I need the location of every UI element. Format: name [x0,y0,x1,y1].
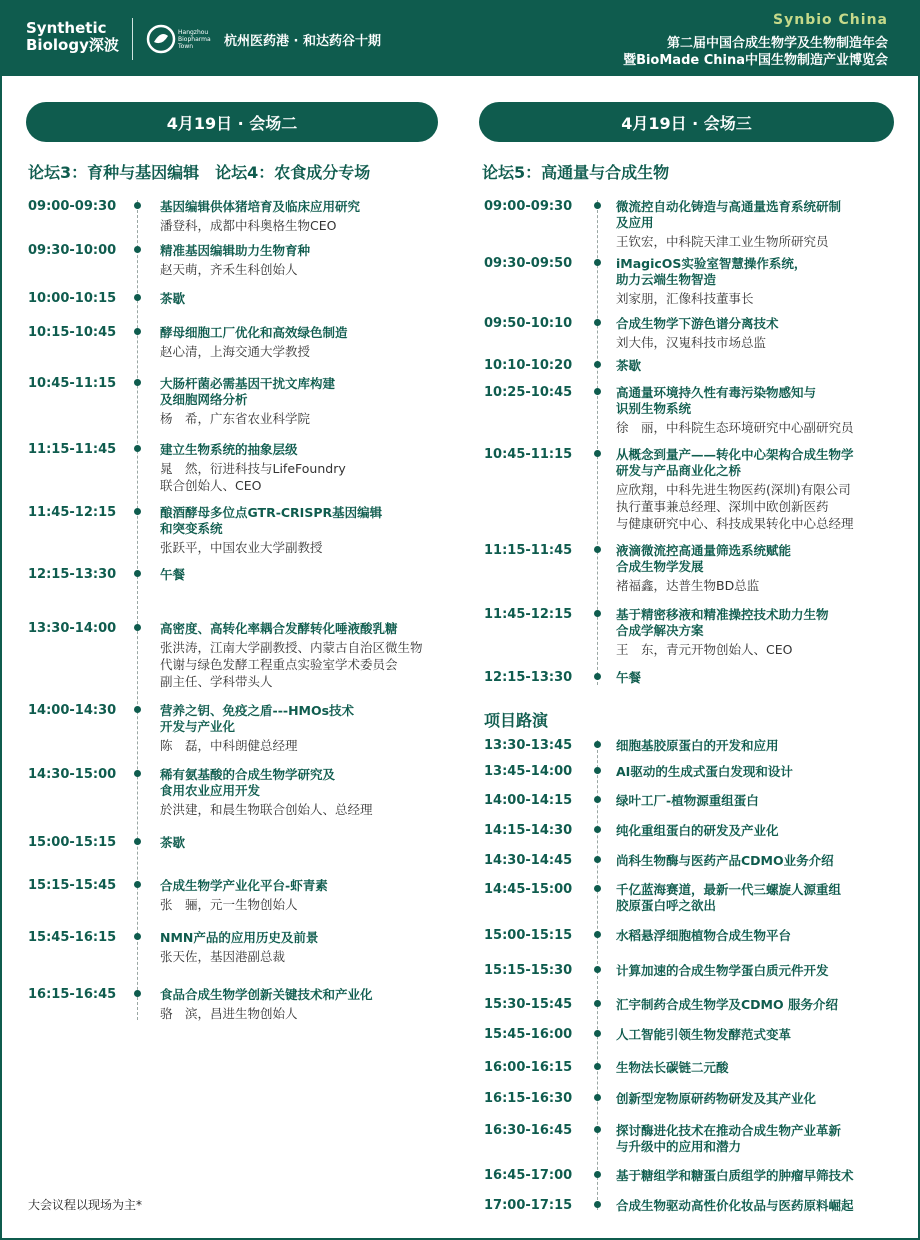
timeline-dot [134,990,141,997]
session-title: 建立生物系统的抽象层级 [160,442,298,457]
session-title: 茶歇 [616,358,642,373]
session-title: 水稻悬浮细胞植物合成生物平台 [616,928,792,943]
session-speaker: 赵心清，上海交通大学教授 [160,344,311,359]
session-time: 15:30-15:45 [484,997,573,1012]
session-time: 09:00-09:30 [28,199,117,214]
session-title: 人工智能引领生物发酵范式变革 [616,1027,792,1042]
session-time: 10:45-11:15 [28,376,117,391]
session-time: 14:00-14:30 [28,703,117,718]
session-title: 创新型宠物原研药物研发及其产业化 [616,1091,817,1106]
hangzhou-small-1: Hangzhou [178,28,209,36]
timeline-dot [594,931,601,938]
session-title: 大肠杆菌必需基因干扰文库构建 及细胞网络分析 [160,376,336,407]
session-title: 液滴微流控高通量筛选系统赋能 合成生物学发展 [616,543,792,574]
session-title: 基于精密移液和精准操控技术助力生物 合成学解决方案 [616,607,829,638]
timeline-dot [594,610,601,617]
timeline-dot [594,202,601,209]
timeline-dot [134,570,141,577]
session-speaker: 杨 希，广东省农业科学院 [160,411,311,426]
session-time: 16:15-16:45 [28,987,117,1002]
timeline-dot [594,388,601,395]
session-title: NMN产品的应用历史及前景 [160,930,319,945]
session-time: 12:15-13:30 [28,567,117,582]
session-time: 10:00-10:15 [28,291,117,306]
session-speaker: 王 东，青元开物创始人、CEO [616,642,793,657]
timeline-dot [594,856,601,863]
hangzhou-text: 杭州医药港 · 和达药谷十期 [224,33,381,49]
timeline-dot [594,1094,601,1101]
session-title: 计算加速的合成生物学蛋白质元件开发 [616,963,829,978]
session-title: 尚科生物酶与医药产品CDMO业务介绍 [616,853,834,868]
session-time: 13:30-14:00 [28,621,117,636]
session-time: 11:15-11:45 [28,442,117,457]
event-title-2: 暨BioMade China中国生物制造产业博览会 [623,53,888,68]
timeline-dot [134,838,141,845]
session-time: 15:00-15:15 [28,835,117,850]
session-time: 14:45-15:00 [484,882,573,897]
session-title: 酵母细胞工厂优化和高效绿色制造 [160,325,348,340]
session-time: 14:15-14:30 [484,823,573,838]
timeline-dot [594,673,601,680]
session-time: 14:30-14:45 [484,853,573,868]
session-time: 17:00-17:15 [484,1198,573,1213]
timeline-dot [134,706,141,713]
logo-line1: Synthetic [26,19,107,37]
synthetic-biology-logo [26,20,119,54]
session-time: 15:15-15:30 [484,963,573,978]
hangzhou-logo [146,24,381,54]
hangzhou-small-2: Biopharma Town [178,35,211,50]
session-title: 午餐 [160,567,186,582]
session-time: 09:50-10:10 [484,316,573,331]
session-time: 11:15-11:45 [484,543,573,558]
session-time: 14:00-14:15 [484,793,573,808]
session-title: 食品合成生物学创新关键技术和产业化 [160,987,373,1002]
timeline-dot [594,1030,601,1037]
session-title: AI驱动的生成式蛋白发现和设计 [616,764,793,779]
session-title: 微流控自动化铸造与高通量选育系统研制 及应用 [616,199,842,230]
timeline-dot [594,319,601,326]
session-title: 汇宇制药合成生物学及CDMO 服务介绍 [616,997,838,1012]
venue-banner-right: 4月19日 · 会场三 [479,102,894,142]
timeline-dot [134,294,141,301]
session-title: 绿叶工厂-植物源重组蛋白 [616,793,759,808]
session-title: 合成生物学下游色谱分离技术 [616,316,779,331]
timeline-dot [594,259,601,266]
session-speaker: 陈 磊，中科朗健总经理 [160,738,298,753]
timeline-dot [134,881,141,888]
session-time: 16:15-16:30 [484,1091,573,1106]
session-time: 09:30-10:00 [28,243,117,258]
session-title: iMagicOS实验室智慧操作系统， 助力云端生物智造 [616,256,807,287]
session-speaker: 於洪建，和晨生物联合创始人、总经理 [160,802,373,817]
session-time: 09:30-09:50 [484,256,573,271]
session-time: 14:30-15:00 [28,767,117,782]
session-title: 千亿蓝海赛道，最新一代三螺旋人源重组 胶原蛋白呼之欲出 [616,882,842,913]
session-title: 合成生物驱动高性价化妆品与医药原料崛起 [616,1198,854,1213]
timeline-line-left [137,200,138,1020]
session-time: 16:00-16:15 [484,1060,573,1075]
timeline-dot [594,546,601,553]
session-title: 高密度、高转化率耦合发酵转化唾液酸乳糖 [160,621,398,636]
session-time: 13:30-13:45 [484,738,573,753]
timeline-dot [134,202,141,209]
frame-left [0,76,2,1240]
session-time: 10:25-10:45 [484,385,573,400]
timeline-dot [594,361,601,368]
session-speaker: 刘家朋，汇像科技董事长 [616,291,754,306]
session-speaker: 晁 然，衍进科技与LifeFoundry 联合创始人、CEO [160,461,346,493]
forum-heading-left: 论坛3：育种与基因编辑 论坛4：农食成分专场 [28,163,371,182]
session-title: 营养之钥、免疫之盾---HMOs技术 开发与产业化 [160,703,355,734]
session-time: 11:45-12:15 [28,505,117,520]
session-title: 酿酒酵母多位点GTR-CRISPR基因编辑 和突变系统 [160,505,383,536]
timeline-dot [594,826,601,833]
session-time: 10:15-10:45 [28,325,117,340]
session-title: 午餐 [616,670,642,685]
session-speaker: 赵天萌，齐禾生科创始人 [160,262,298,277]
session-time: 15:45-16:15 [28,930,117,945]
session-speaker: 徐 丽，中科院生态环境研究中心副研究员 [616,420,854,435]
logo-divider [132,18,133,60]
venue-banner-left: 4月19日 · 会场二 [26,102,438,142]
session-speaker: 骆 滨，昌进生物创始人 [160,1006,298,1021]
session-title: 纯化重组蛋白的研发及产业化 [616,823,779,838]
timeline-dot [134,379,141,386]
session-speaker: 张洪涛，江南大学副教授、内蒙古自治区微生物 代谢与绿色发酵工程重点实验室学术委员会 副主任、学科带头人 [160,640,423,689]
session-time: 12:15-13:30 [484,670,573,685]
session-title: 从概念到量产——转化中心架构合成生物学 研发与产品商业化之桥 [616,447,854,478]
session-title: 探讨酶进化技术在推动合成生物产业革新 与升级中的应用和潜力 [616,1123,842,1154]
timeline-dot [134,445,141,452]
session-title: 精准基因编辑助力生物育种 [160,243,311,258]
session-title: 茶歇 [160,291,186,306]
timeline-dot [594,1201,601,1208]
session-speaker: 刘大伟，汉嵬科技市场总监 [616,335,767,350]
session-speaker: 王钦宏，中科院天津工业生物所研究员 [616,234,829,249]
timeline-dot [594,796,601,803]
session-title: 稀有氨基酸的合成生物学研究及 食用农业应用开发 [160,767,336,798]
session-title: 生物法长碳链二元酸 [616,1060,729,1075]
session-title: 合成生物学产业化平台-虾青素 [160,878,328,893]
session-title: 茶歇 [160,835,186,850]
hangzhou-mark-icon [146,24,176,54]
session-time: 13:45-14:00 [484,764,573,779]
timeline-dot [134,328,141,335]
session-title: 细胞基胶原蛋白的开发和应用 [616,738,779,753]
timeline-dot [594,966,601,973]
event-title-1: 第二届中国合成生物学及生物制造年会 [666,36,888,51]
roadshow-line [597,740,598,1210]
timeline-dot [134,933,141,940]
session-speaker: 张天佐，基因港副总裁 [160,949,286,964]
logo-line2: Biology深波 [26,36,119,54]
session-time: 16:45-17:00 [484,1168,573,1183]
footnote: 大会议程以现场为主* [28,1198,143,1212]
session-time: 15:45-16:00 [484,1027,573,1042]
session-time: 16:30-16:45 [484,1123,573,1138]
timeline-dot [594,450,601,457]
timeline-dot [594,1171,601,1178]
timeline-dot [134,246,141,253]
session-time: 10:10-10:20 [484,358,573,373]
session-speaker: 潘登科，成都中科奥格生物CEO [160,218,337,233]
timeline-dot [134,770,141,777]
session-speaker: 应欣翔，中科先进生物医药(深圳)有限公司 执行董事兼总经理、深圳中欧创新医药 与健康研究中心、科技成果转化中心总经理 [616,482,854,531]
header-banner [0,0,920,76]
timeline-dot [594,1126,601,1133]
timeline-dot [594,885,601,892]
session-time: 15:00-15:15 [484,928,573,943]
timeline-dot [594,1063,601,1070]
session-title: 高通量环境持久性有毒污染物感知与 识别生物系统 [616,385,817,416]
timeline-dot [134,508,141,515]
session-speaker: 张 骊，元一生物创始人 [160,897,298,912]
session-time: 11:45-12:15 [484,607,573,622]
timeline-dot [594,767,601,774]
timeline-dot [594,1000,601,1007]
session-time: 09:00-09:30 [484,199,573,214]
session-speaker: 褚福鑫，达普生物BD总监 [616,578,760,593]
forum-heading-right: 论坛5：高通量与合成生物 [482,163,670,182]
session-time: 10:45-11:15 [484,447,573,462]
synbio-china-label: Synbio China [773,12,888,28]
session-title: 基因编辑供体猪培育及临床应用研究 [160,199,361,214]
roadshow-heading: 项目路演 [484,711,549,730]
session-title: 基于糖组学和糖蛋白质组学的肿瘤早筛技术 [616,1168,854,1183]
timeline-dot [594,741,601,748]
hangzhou-small-text [178,29,220,50]
session-time: 15:15-15:45 [28,878,117,893]
timeline-dot [134,624,141,631]
session-speaker: 张跃平，中国农业大学副教授 [160,540,323,555]
